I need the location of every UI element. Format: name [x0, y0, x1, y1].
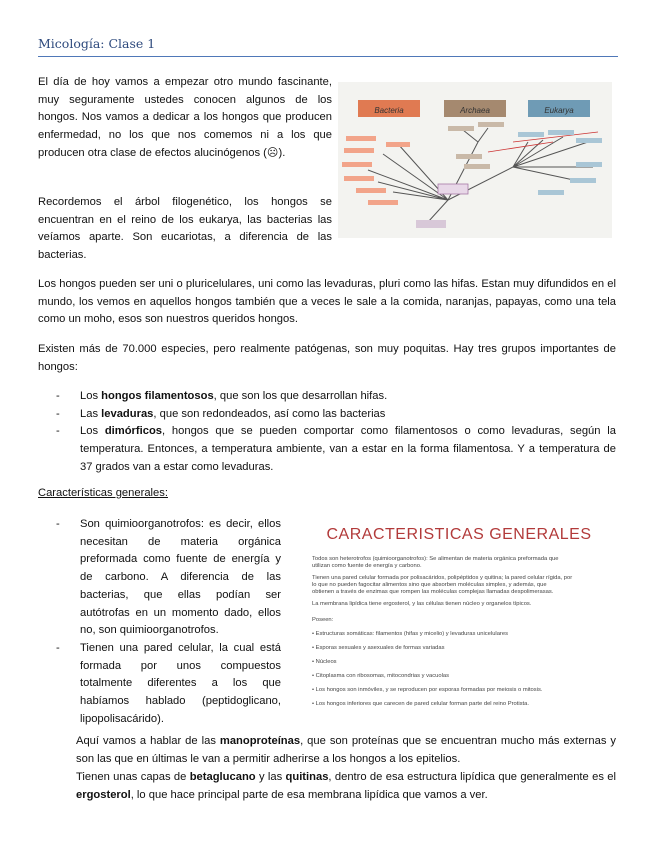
- slide-line: Todos son heterotrofos (quimioorganotrofos): Se alimentan de materia orgánica preformada que: [312, 556, 559, 562]
- bacteria-label: Bacteria: [374, 105, 404, 115]
- list-item: - Son quimioorganotrofos: es decir, ellos necesitan de materia orgánica preformada como fuente de energía y de carbono. A diferencia de las bacterias, que ellas podían ser autótrofas en un momento dado, ellos no, son quimioorganotrofos.: [56, 516, 281, 640]
- list-item: - Tienen una pared celular, la cual está formada por unos compuestos totalmente diferentes a los que habíamos hablado (peptidoglicano, lipopolisacárido).: [56, 640, 281, 729]
- slide-bullet: • Núcleos: [312, 659, 337, 665]
- list-item: - Las levaduras, que son redondeados, así como las bacterias: [56, 406, 616, 424]
- characteristics-list: [56, 516, 281, 728]
- intro-paragraph-1: El día de hoy vamos a empezar otro mundo fascinante, muy seguramente ustedes conocen algunos de los hongos. Nos vamos a dedicar a los hongos que producen enfermedad, no los que nos comemos ni a los que producen otra clase de efectos alucinógenos (☹).: [38, 76, 332, 159]
- phylogenetic-tree-figure: [338, 82, 612, 238]
- slide-line: lo que no pueden fagocitar alimentos sino que absorben moléculas simples, y además, que: [312, 582, 547, 588]
- section-title: Características generales:: [38, 487, 168, 499]
- list-item: - Los hongos filamentosos, que son los que desarrollan hifas.: [56, 388, 616, 406]
- slide-line: utilizan como fuente de energía y carbono.: [312, 563, 422, 569]
- slide-bullet: • Citoplasma con ribosomas, mitocondrias y vacuolas: [312, 673, 450, 679]
- slide-line: La membrana lipídica tiene ergosterol, y las células tienen núcleo y organelos típicos.: [312, 601, 532, 607]
- slide-bullet: • Los hongos son inmóviles, y se reproducen por esporas formadas por meiosis o mitosis.: [312, 687, 543, 693]
- fungi-groups-list: [56, 388, 616, 477]
- slide-bullet: • Los hongos inferiores que carecen de pared celular forman parte del reino Protista.: [312, 701, 529, 707]
- slide-line: Poseen:: [312, 617, 334, 623]
- page-header: Micología: Clase 1: [38, 36, 618, 57]
- slide-bullet: • Esporas sexuales y asexuales de formas variadas: [312, 645, 445, 651]
- slide-line: obtienen a través de enzimas que rompen las moléculas complejas llamadas despolimerasas.: [312, 589, 554, 595]
- paragraph-species: Existen más de 70.000 especies, pero realmente patógenas, son muy poquitas. Hay tres grupos importantes de hongos:: [38, 343, 616, 373]
- slide-title: CARACTERISTICAS GENERALES: [326, 526, 592, 543]
- intro-paragraph-2: Recordemos el árbol filogenético, los hongos se encuentran en el reino de los eukarya, las bacterias las veíamos aparte. Son eucariotas, a diferencia de las bacterias.: [38, 196, 332, 262]
- archaea-label: Archaea: [460, 105, 490, 115]
- list-item: - Los dimórficos, hongos que se pueden comportar como filamentosos o como levaduras, según la temperatura. Entonces, a temperatura ambiente, van a estar en la forma filamentosa. Y a temperatura de 37 grados van a estar como levaduras.: [56, 423, 616, 476]
- paragraph-manoproteins: Aquí vamos a hablar de las manoproteínas, que son proteínas que se encuentran mucho más externas y son las que en últimas le van a permitir adherirse a los hongos a los epitelios.: [76, 735, 616, 765]
- eukarya-label: Eukarya: [544, 105, 574, 115]
- slide-line: Tienen una pared celular formada por polisacáridos, polipéptidos y quitina; la pared celular rígida, por: [312, 575, 573, 581]
- characteristics-slide-image: [300, 518, 618, 716]
- paragraph-betaglucan: Tienen unas capas de betaglucano y las quitinas, dentro de esa estructura lipídica que generalmente es el ergosterol, lo que hace principal parte de esa membrana lipídica que vamos a ver.: [76, 771, 616, 801]
- slide-bullet: • Estructuras somáticas: filamentos (hifas y micelio) y levaduras unicelulares: [312, 631, 508, 637]
- paragraph-unicellular: Los hongos pueden ser uni o pluricelulares, uni como las levaduras, pluri como las hifas. Estan muy difundidos en el mundo, los vemos en aquellos hongos también que a veces le sale a la comida, naranjas, papayas, como una tela como un moho, esos son nuestros queridos hongos.: [38, 278, 616, 326]
